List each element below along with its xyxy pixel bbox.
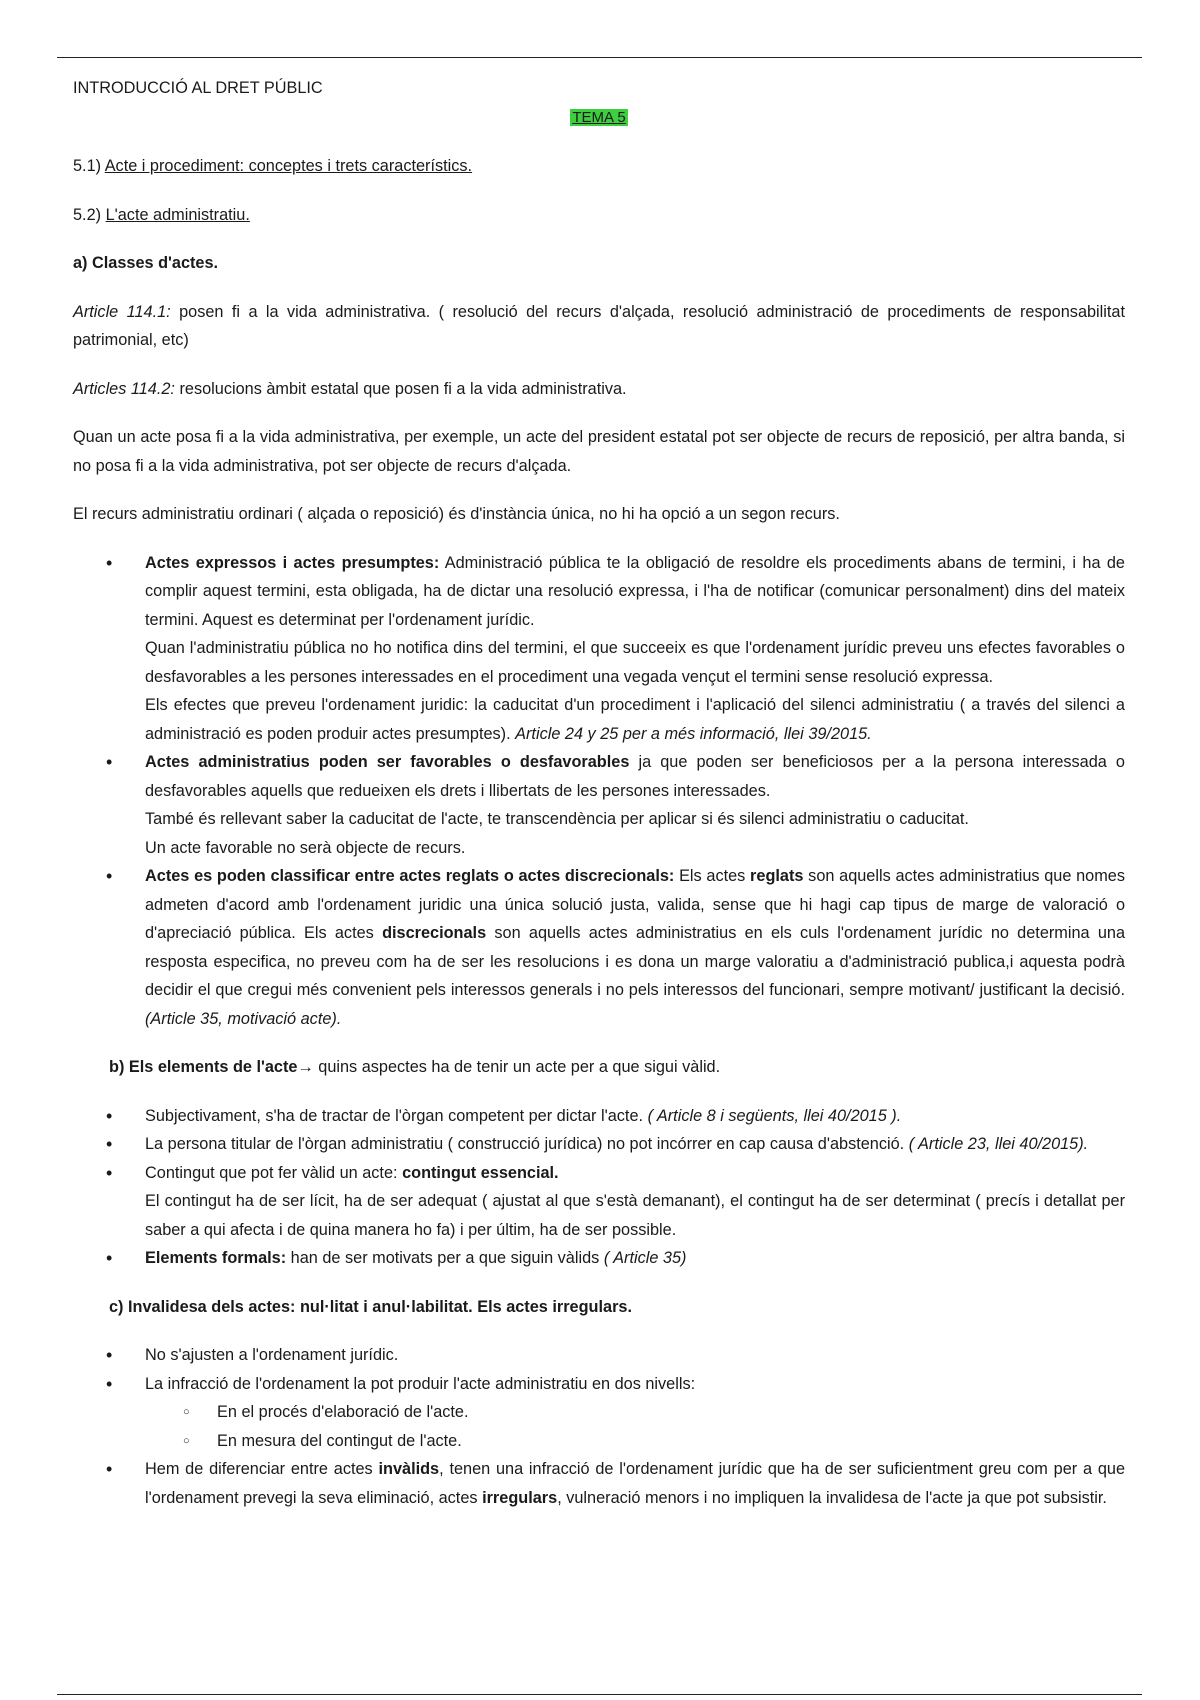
tema-label: TEMA 5 xyxy=(572,108,626,126)
item-text: Subjectivament, s'ha de tractar de l'òrgan competent per dictar l'acte. xyxy=(145,1106,648,1125)
section-number: 5.2) xyxy=(73,205,106,224)
item-text: També és rellevant saber la caducitat de l'acte, te transcendència per aplicar si és silenci administratiu o caducitat. xyxy=(145,810,969,828)
footer-rule xyxy=(57,1694,1142,1695)
item-text: son aquells actes administratius en els culs l'ordenament jurídic no determina una resposta especifica, no preveu com ha de ser les resolucions i es dona un marge valoratiu a d'administració publica,i aquesta podrà decidir el que cregui més convenient pels interessos generals i no pels interessos del funcionari, sempre motivant/ justificant la decisió. xyxy=(145,924,1126,999)
item-text: Contingut que pot fer vàlid un acte: xyxy=(145,1163,403,1182)
list-item xyxy=(73,1130,1125,1159)
item-text: Els efectes que preveu l'ordenament juridic: la caducitat d'un procediment i l'aplicació del silenci administratiu ( a través del silenci a administració es poden produir actes presumptes). xyxy=(145,696,1125,743)
item-text: El contingut ha de ser lícit, ha de ser adequat ( ajustat al que s'està demanant), el contingut ha de ser determinat ( precís i detallat per saber a qui afecta i de quina manera ho fa) i per últim, ha de ser possible. xyxy=(145,1192,1125,1239)
list-item xyxy=(73,862,1125,1033)
header-rule xyxy=(57,57,1142,58)
item-bold: contingut essencial. xyxy=(402,1163,559,1182)
item-bold: Elements formals: xyxy=(145,1249,287,1267)
elements-list xyxy=(73,1102,1125,1273)
item-text: Administració pública te la obligació de resoldre els procediments abans de termini, i ha de complir aquest termini, esta obligada, ha de dictar una resolució expressa, i l'ha de notificar (comunicar personalment) dins del mateix termini. Aquest es determinat per l'ordenament jurídic. xyxy=(145,553,1125,629)
item-text: No s'ajusten a l'ordenament jurídic. xyxy=(145,1346,399,1364)
item-text: son aquells actes administratius que nomes admeten d'acord amb l'ordenament juridic una única solució justa, valida, sense que hi hagi cap tipus de marge de valoració o d'apreciació pública. Els actes xyxy=(145,867,1125,942)
paragraph-recurs: Quan un acte posa fi a la vida administrativa, per exemple, un acte del president estatal pot ser objecte de recurs de reposició, per altra banda, si no posa fi a la vida administrativa, pot ser objecte de recurs d'alçada. xyxy=(73,428,1125,475)
list-item xyxy=(73,1159,1125,1245)
list-item xyxy=(73,1102,1125,1131)
article-ref: Article 114.1: xyxy=(73,302,171,321)
classes-actes-list xyxy=(73,549,1125,1034)
section-subtitle: quins aspectes ha de tenir un acte per a que sigui vàlid. xyxy=(313,1058,721,1076)
item-text: , vulneració menors i no impliquen la invalidesa de l'acte ja que pot subsistir. xyxy=(557,1488,1107,1507)
item-text: En mesura del contingut de l'acte. xyxy=(217,1431,462,1450)
tema-heading xyxy=(73,103,1125,133)
list-item xyxy=(73,1370,1125,1399)
article-ref: Article 24 y 25 per a més informació, llei 39/2015. xyxy=(515,724,872,743)
section-number: 5.1) xyxy=(73,157,105,175)
section-title: b) Els elements de l'acte xyxy=(109,1058,298,1076)
list-item xyxy=(73,748,1125,862)
term-invalids: invàlids xyxy=(378,1460,440,1478)
subsection-a-title: a) Classes d'actes. xyxy=(73,254,219,272)
item-text: ja que poden ser beneficiosos per a la persona interessada o desfavorables aquells que redueixen els drets i llibertats de les persones interessades. xyxy=(145,753,1125,800)
article-ref: ( Article 35) xyxy=(603,1249,687,1267)
paragraph-article-114-2 xyxy=(73,375,1125,404)
subsection-b-title xyxy=(73,1053,1125,1082)
sub-list-item xyxy=(73,1427,1125,1456)
item-bold: Actes es poden classificar entre actes reglats o actes discrecionals: xyxy=(145,867,675,885)
item-text: La persona titular de l'òrgan administratiu ( construcció jurídica) no pot incórrer en cap causa d'abstenció. xyxy=(145,1135,909,1153)
list-item xyxy=(73,1341,1125,1370)
paragraph-text: posen fi a la vida administrativa. ( resolució del recurs d'alçada, resolució administració de procediments de responsabilitat patrimonial, etc) xyxy=(73,302,1126,349)
section-5-1 xyxy=(73,152,1125,181)
item-text: En el procés d'elaboració de l'acte. xyxy=(217,1403,469,1421)
item-text: Quan l'administratiu pública no ho notifica dins del termini, el que succeeix es que l'ordenament jurídic preveu uns efectes favorables o desfavorables a les persones interessades en el procediment una vegada vençut el termini sense resolució expressa. xyxy=(145,639,1125,686)
invalidesa-list xyxy=(73,1341,1125,1512)
article-ref: (Article 35, motivació acte). xyxy=(145,1009,342,1028)
term-irregulars: irregulars xyxy=(482,1488,558,1507)
article-ref: Articles 114.2: xyxy=(73,379,175,398)
list-item xyxy=(73,549,1125,749)
item-text: La infracció de l'ordenament la pot produir l'acte administratiu en dos nivells: xyxy=(145,1374,696,1393)
arrow-icon: → xyxy=(297,1058,314,1076)
section-title: Acte i procediment: conceptes i trets característics. xyxy=(104,157,473,175)
item-text: Un acte favorable no serà objecte de recurs. xyxy=(145,838,466,857)
article-ref: ( Article 8 i següents, llei 40/2015 ). xyxy=(647,1106,902,1125)
paragraph-text: resolucions àmbit estatal que posen fi a la vida administrativa. xyxy=(174,379,627,398)
paragraph-article-114-1 xyxy=(73,298,1125,355)
document-body xyxy=(73,74,1125,1512)
term-reglats: reglats xyxy=(750,867,804,885)
item-text: Hem de diferenciar entre actes xyxy=(145,1460,379,1478)
list-item xyxy=(73,1244,1125,1273)
section-5-2 xyxy=(73,201,1125,230)
item-text: , tenen una infracció de l'ordenament jurídic que ha de ser suficientment greu com per a que l'ordenament prevegi la seva eliminació, actes xyxy=(145,1460,1125,1507)
item-text: Els actes xyxy=(674,867,751,885)
sub-list-item xyxy=(73,1398,1125,1427)
item-text: han de ser motivats per a que siguin vàlids xyxy=(286,1249,604,1267)
term-discrecionals: discrecionals xyxy=(382,924,487,942)
list-item xyxy=(73,1455,1125,1512)
article-ref: ( Article 23, llei 40/2015). xyxy=(908,1135,1089,1153)
paragraph-recurs-ordinari: El recurs administratiu ordinari ( alçada o reposició) és d'instància única, no hi ha opció a un segon recurs. xyxy=(73,505,840,523)
item-bold: Actes administratius poden ser favorables o desfavorables xyxy=(145,753,630,771)
section-title: L'acte administratiu. xyxy=(105,205,250,224)
subsection-c-title: c) Invalidesa dels actes: nul·litat i anul·labilitat. Els actes irregulars. xyxy=(109,1297,632,1316)
item-bold: Actes expressos i actes presumptes: xyxy=(145,553,440,572)
course-title: INTRODUCCIÓ AL DRET PÚBLIC xyxy=(73,79,323,97)
